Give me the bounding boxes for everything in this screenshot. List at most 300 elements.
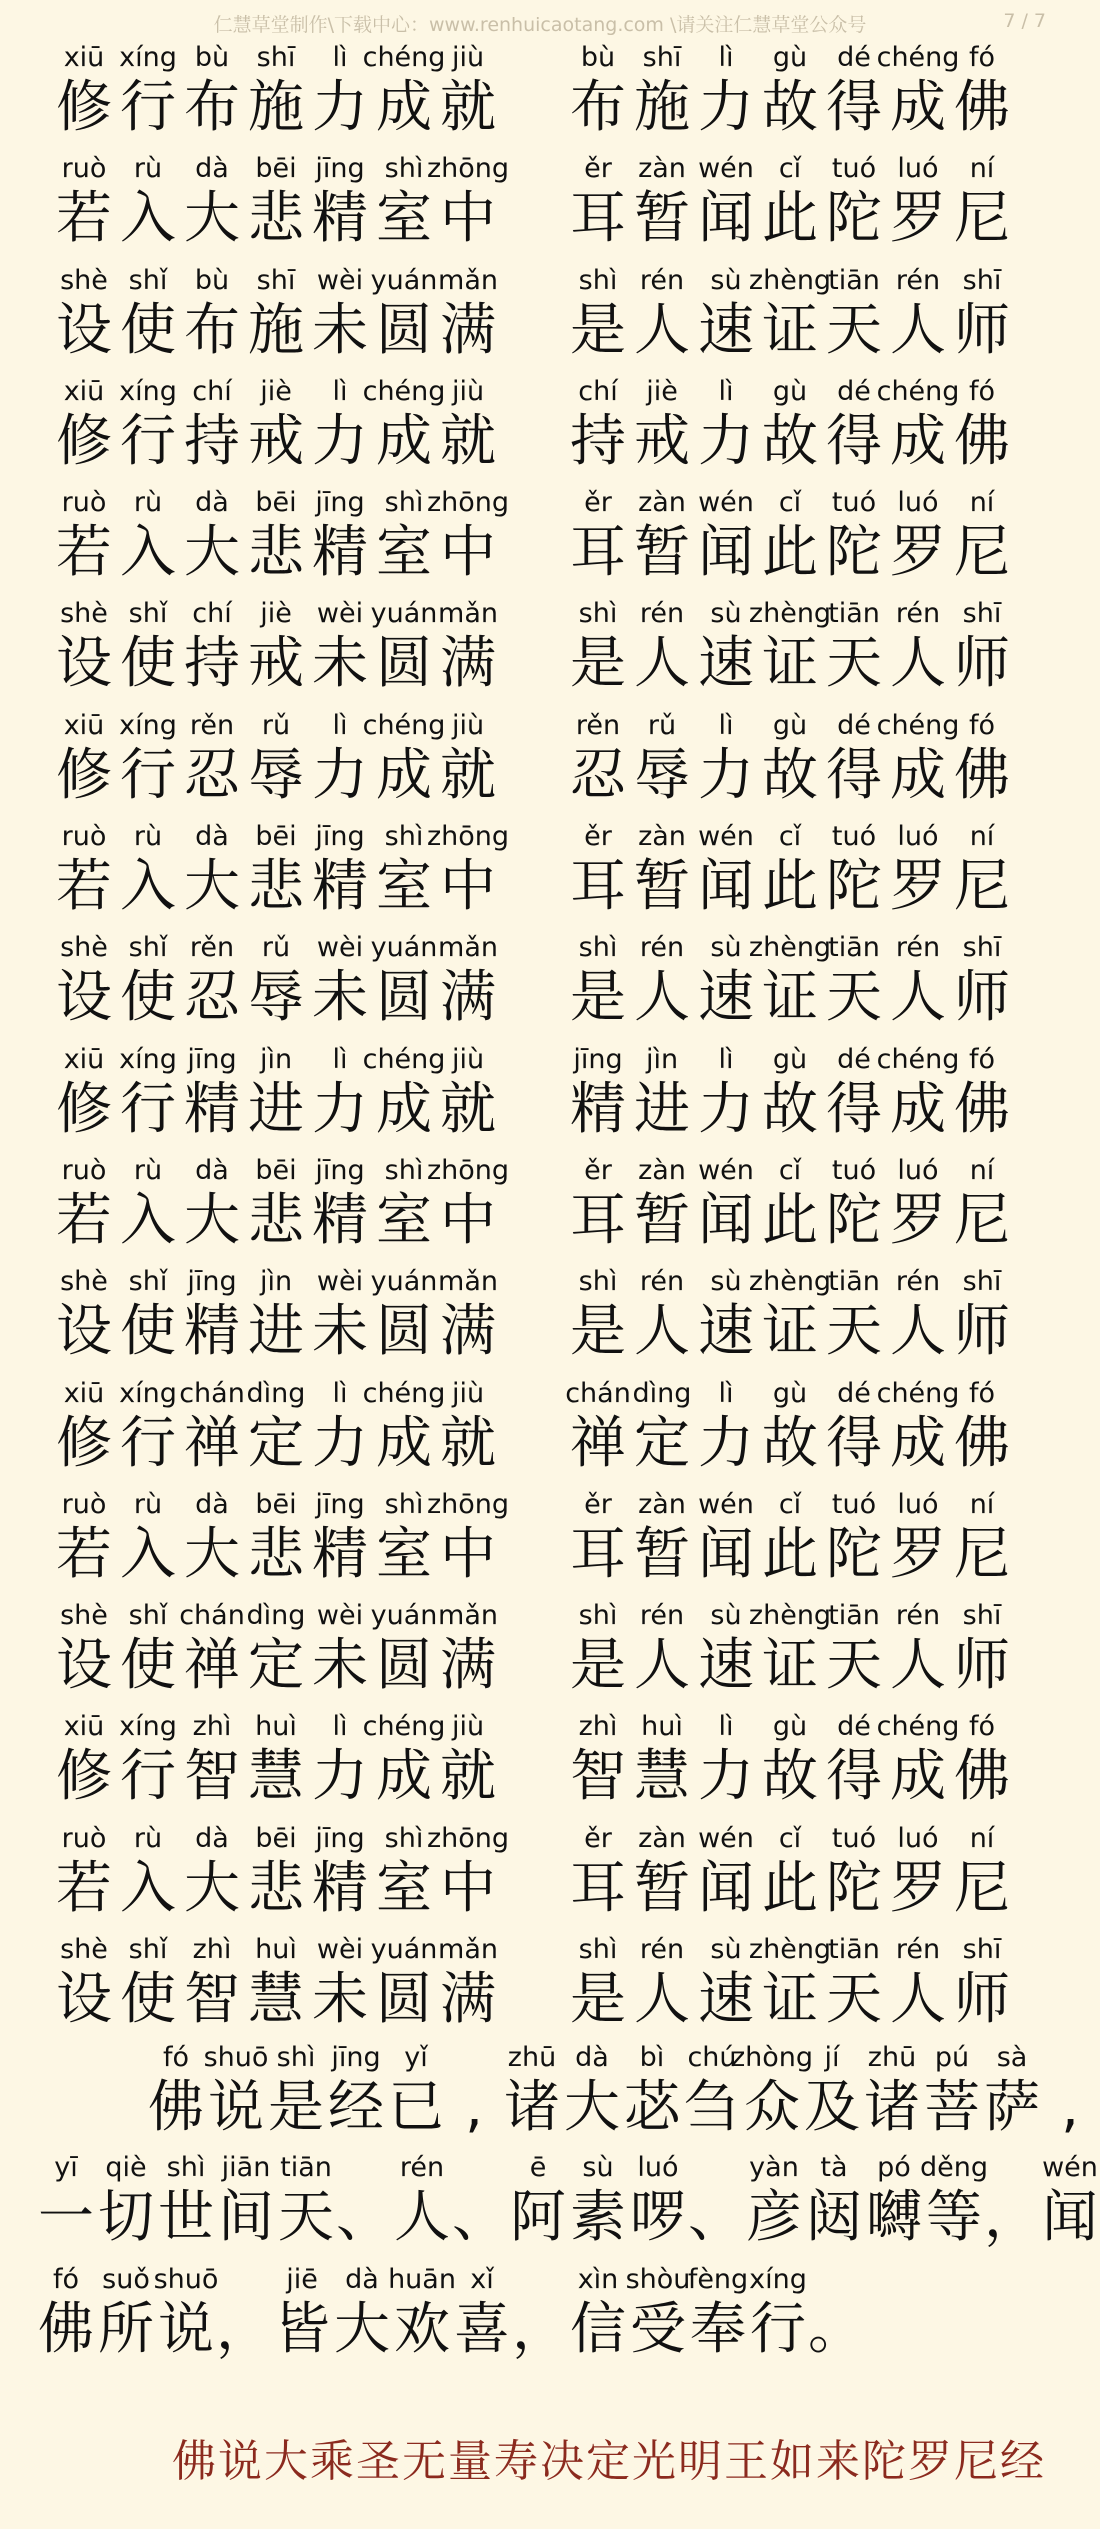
- hanzi: 尼: [954, 854, 1010, 920]
- pinyin: lì: [332, 1377, 348, 1409]
- hanzi: 若: [56, 186, 112, 252]
- hanzi: 。: [808, 2297, 864, 2362]
- ruby-char: [758, 40, 822, 140]
- hanzi: 耳: [570, 854, 626, 920]
- hanzi: 精: [312, 1855, 368, 1921]
- pinyin: zhèng: [748, 932, 832, 964]
- pinyin: [470, 2040, 479, 2076]
- ruby-char: [566, 1376, 630, 1476]
- pinyin: wén: [698, 487, 754, 519]
- pinyin: dé: [837, 1377, 871, 1409]
- pinyin: tiān: [828, 1266, 880, 1298]
- ruby-char: [116, 596, 180, 696]
- pinyin: ē: [529, 2152, 547, 2183]
- pinyin: ěr: [584, 821, 612, 853]
- hanzi: 入: [120, 1855, 176, 1921]
- hanzi: 力: [312, 75, 368, 140]
- ruby-char: [950, 40, 1014, 140]
- verse-left: [52, 485, 522, 585]
- pinyin: mǎn: [438, 1600, 498, 1632]
- pinyin: yuán: [370, 598, 438, 630]
- ruby-char: [52, 819, 116, 919]
- pinyin: zhèng: [748, 598, 832, 630]
- ruby-char: [630, 485, 694, 585]
- hanzi: 尼: [954, 1521, 1010, 1587]
- ruby-char: [822, 1932, 886, 2032]
- pinyin: rù: [133, 487, 163, 519]
- hanzi: 满: [440, 1633, 496, 1699]
- hanzi: 进: [634, 1076, 690, 1142]
- pinyin: chí: [192, 598, 232, 630]
- verse-right: [566, 1709, 1036, 1809]
- ruby-char: [622, 2040, 682, 2140]
- pinyin: jīng: [315, 1822, 365, 1854]
- pinyin: xíng: [119, 1711, 177, 1743]
- verse-left: [52, 151, 522, 251]
- ruby-char: [630, 1709, 694, 1809]
- ruby-char: [950, 1376, 1014, 1476]
- pinyin: wén: [698, 1488, 754, 1520]
- hanzi: 闻: [1042, 2185, 1098, 2250]
- pinyin: ěr: [584, 1154, 612, 1186]
- ruby-char: [566, 485, 630, 585]
- pinyin: xiū: [63, 375, 105, 407]
- ruby-char: [452, 2262, 512, 2362]
- pinyin: ěr: [584, 1822, 612, 1854]
- ruby-char: [362, 374, 446, 474]
- hanzi: 就: [440, 75, 496, 140]
- pinyin: zhōng: [426, 821, 510, 853]
- pinyin: chí: [192, 375, 232, 407]
- ruby-char: [52, 708, 116, 808]
- pinyin: gù: [772, 1377, 808, 1409]
- hanzi: 速: [698, 1967, 754, 2033]
- pinyin: bēi: [255, 153, 297, 185]
- pinyin: fó: [968, 1377, 996, 1409]
- pinyin: shè: [60, 1266, 108, 1298]
- hanzi: 室: [376, 186, 432, 252]
- verse-right: [566, 1487, 1036, 1587]
- ruby-char: [308, 151, 372, 251]
- ruby-char: [758, 1042, 822, 1142]
- hanzi: 慧: [634, 1744, 690, 1810]
- pinyin: chéng: [362, 1711, 446, 1743]
- verse-left: [52, 1376, 522, 1476]
- ruby-char: [116, 1264, 180, 1364]
- ruby-char: [920, 2150, 989, 2250]
- pinyin: zhū: [867, 2042, 917, 2073]
- pinyin: lì: [718, 1711, 734, 1743]
- pinyin: wén: [698, 1822, 754, 1854]
- hanzi: 彦: [746, 2185, 802, 2250]
- pinyin: tiān: [828, 932, 880, 964]
- hanzi: 戒: [634, 408, 690, 474]
- pinyin: zhì: [192, 1711, 232, 1743]
- pinyin: shì: [578, 932, 618, 964]
- hanzi: 人: [890, 631, 946, 697]
- pinyin: dà: [195, 821, 229, 853]
- ruby-char: [630, 819, 694, 919]
- pinyin: shī: [962, 1934, 1002, 1966]
- watermark-text: 仁慧草堂制作\下载中心：www.renhuicaotang.com \请关注仁慧草堂公众号: [213, 14, 867, 36]
- ruby-char: [950, 485, 1014, 585]
- pinyin: chéng: [876, 1711, 960, 1743]
- pinyin: shì: [384, 1488, 424, 1520]
- hanzi: 入: [120, 520, 176, 586]
- hanzi: 悲: [248, 854, 304, 920]
- pinyin: zàn: [638, 487, 686, 519]
- ruby-char: [822, 1821, 886, 1921]
- closing-line: [36, 2150, 1100, 2250]
- pinyin: yuán: [370, 1600, 438, 1632]
- ruby-char: [362, 1709, 446, 1810]
- pinyin: zhèng: [748, 1934, 832, 1966]
- hanzi: 就: [440, 1076, 496, 1142]
- pinyin: jīng: [315, 1154, 365, 1186]
- hanzi: 室: [376, 1855, 432, 1921]
- ruby-char: [446, 2040, 502, 2140]
- pinyin: jiù: [451, 1711, 485, 1743]
- hanzi: 悲: [248, 1855, 304, 1921]
- ruby-char: [822, 263, 886, 363]
- pinyin: ní: [969, 821, 995, 853]
- hanzi: 世: [158, 2185, 214, 2250]
- hanzi: 持: [184, 408, 240, 474]
- ruby-char: [758, 485, 822, 585]
- pinyin: xíng: [119, 1043, 177, 1075]
- pinyin: zhòng: [730, 2042, 814, 2073]
- pinyin: jiù: [451, 42, 485, 73]
- pinyin: zhèng: [748, 1600, 832, 1632]
- verse-left: [52, 1709, 522, 1809]
- pinyin: [832, 2262, 841, 2298]
- hanzi: 力: [698, 408, 754, 474]
- ruby-char: [116, 930, 180, 1030]
- ruby-char: [452, 2150, 508, 2250]
- pinyin: wèi: [316, 932, 364, 964]
- pinyin: fó: [968, 1711, 996, 1743]
- ruby-char: [950, 1264, 1014, 1364]
- ruby-char: [886, 1932, 950, 2032]
- hanzi: 满: [440, 631, 496, 697]
- pinyin: jí: [824, 2042, 840, 2073]
- ruby-char: [116, 1598, 180, 1698]
- ruby-char: [950, 1932, 1014, 2032]
- pinyin: ní: [969, 1822, 995, 1854]
- pinyin: jīng: [573, 1043, 623, 1075]
- hanzi: 设: [56, 1633, 112, 1699]
- pinyin: rěn: [575, 709, 621, 741]
- ruby-char: [566, 708, 630, 808]
- pinyin: jīng: [315, 1488, 365, 1520]
- ruby-char: [116, 1042, 180, 1142]
- pinyin: zhōng: [426, 153, 510, 185]
- ruby-char: [426, 1153, 510, 1253]
- pinyin: chán: [565, 1377, 631, 1409]
- ruby-char: [566, 1042, 630, 1142]
- ruby-char: [630, 151, 694, 251]
- hanzi: 行: [120, 1410, 176, 1476]
- ruby-char: [388, 2262, 456, 2362]
- pinyin: shī: [642, 42, 682, 73]
- ruby-char: [180, 263, 244, 363]
- pinyin: xiū: [63, 709, 105, 741]
- hanzi: 大: [184, 854, 240, 920]
- hanzi: 修: [56, 742, 112, 808]
- verse-right: [566, 1264, 1036, 1364]
- pinyin: dà: [575, 2042, 609, 2073]
- pinyin: huān: [388, 2264, 456, 2295]
- verse-left: [52, 40, 522, 140]
- hanzi: 满: [440, 965, 496, 1031]
- ruby-char: [1040, 2150, 1100, 2250]
- pinyin: shè: [60, 1600, 108, 1632]
- page-indicator: 7 / 7: [1003, 10, 1046, 32]
- hanzi: 刍: [684, 2075, 740, 2140]
- verse-row: [0, 1153, 1080, 1264]
- ruby-char: [822, 1153, 886, 1253]
- verse-left: [52, 1932, 522, 2032]
- pinyin: sù: [710, 264, 742, 296]
- hanzi: 佛: [148, 2075, 204, 2140]
- hanzi: 定: [248, 1410, 304, 1476]
- hanzi: 若: [56, 1855, 112, 1921]
- ruby-char: [308, 1932, 372, 2032]
- hanzi: 圆: [376, 1967, 432, 2033]
- pinyin: jiè: [260, 375, 292, 407]
- ruby-char: [244, 708, 308, 808]
- pinyin: rén: [895, 1600, 941, 1632]
- hanzi: 证: [762, 297, 818, 363]
- pinyin: ruò: [61, 1822, 107, 1854]
- pinyin: jiù: [451, 375, 485, 407]
- ruby-char: [52, 374, 116, 474]
- ruby-char: [116, 151, 180, 251]
- pinyin: shī: [962, 264, 1002, 296]
- verse-row: [0, 819, 1080, 930]
- hanzi: 成: [376, 1410, 432, 1476]
- ruby-char: [436, 1709, 500, 1809]
- pinyin: zhì: [578, 1711, 618, 1743]
- ruby-char: [52, 263, 116, 363]
- ruby-char: [308, 930, 372, 1030]
- hanzi: 人: [890, 1967, 946, 2033]
- ruby-char: [512, 2262, 568, 2362]
- verse-grid: [0, 40, 1080, 2043]
- ruby-char: [694, 1709, 758, 1809]
- hanzi: 设: [56, 631, 112, 697]
- hanzi: 故: [762, 742, 818, 808]
- pinyin: chéng: [876, 42, 960, 73]
- pinyin: bù: [580, 42, 616, 73]
- pinyin: rěn: [189, 932, 235, 964]
- pinyin: lì: [332, 709, 348, 741]
- pinyin: tuó: [831, 487, 877, 519]
- ruby-char: [822, 485, 886, 585]
- pinyin: ruò: [61, 1488, 107, 1520]
- ruby-char: [276, 2150, 336, 2250]
- pinyin: [240, 2262, 249, 2298]
- pinyin: shǐ: [128, 1600, 168, 1632]
- pinyin: shòu: [625, 2264, 691, 2295]
- hanzi: 是: [570, 1299, 626, 1365]
- hanzi: 大: [184, 186, 240, 252]
- hanzi: 慧: [248, 1967, 304, 2033]
- ruby-char: [426, 819, 510, 920]
- pinyin: jiē: [286, 2264, 318, 2295]
- hanzi: 经: [328, 2075, 384, 2140]
- ruby-char: [822, 1598, 886, 1698]
- pinyin: pú: [934, 2042, 970, 2073]
- hanzi: 耳: [570, 1521, 626, 1587]
- hanzi: 入: [120, 186, 176, 252]
- pinyin: sù: [582, 2152, 614, 2183]
- ruby-char: [886, 263, 950, 363]
- ruby-char: [694, 1042, 758, 1142]
- hanzi: 诸: [864, 2075, 920, 2140]
- pinyin: mǎn: [438, 1266, 498, 1298]
- hanzi: 中: [440, 520, 496, 586]
- pinyin: gù: [772, 42, 808, 73]
- ruby-char: [886, 151, 950, 251]
- pinyin: shì: [384, 1822, 424, 1854]
- pinyin: qiè: [105, 2152, 147, 2183]
- hanzi: 力: [312, 1410, 368, 1476]
- hanzi: 佛: [38, 2297, 94, 2362]
- ruby-char: [372, 1264, 436, 1364]
- pinyin: chú: [687, 2042, 737, 2073]
- pinyin: rén: [895, 1266, 941, 1298]
- ruby-char: [508, 2150, 568, 2250]
- pinyin: wén: [698, 1154, 754, 1186]
- ruby-char: [244, 40, 308, 140]
- pinyin: dà: [195, 1154, 229, 1186]
- ruby-char: [876, 1709, 960, 1810]
- ruby-char: [244, 1709, 308, 1809]
- ruby-char: [886, 1598, 950, 1698]
- hanzi: 是: [570, 965, 626, 1031]
- hanzi: ,: [1061, 2075, 1079, 2140]
- hanzi: 人: [634, 1299, 690, 1365]
- pinyin: xìn: [577, 2264, 619, 2295]
- hanzi: 师: [954, 631, 1010, 697]
- hanzi: 佛: [954, 408, 1010, 474]
- pinyin: zhì: [192, 1934, 232, 1966]
- pinyin: tiān: [828, 598, 880, 630]
- verse-right: [566, 1821, 1036, 1921]
- ruby-char: [566, 1821, 630, 1921]
- hanzi: 精: [312, 1187, 368, 1253]
- hanzi: 闻: [698, 854, 754, 920]
- hanzi: 修: [56, 1076, 112, 1142]
- pinyin: sù: [710, 1934, 742, 1966]
- pinyin: jiè: [260, 598, 292, 630]
- pinyin: yī: [54, 2152, 78, 2183]
- verse-left: [52, 819, 522, 919]
- ruby-char: [876, 40, 960, 140]
- pinyin: dé: [837, 709, 871, 741]
- pinyin: luó: [897, 821, 939, 853]
- hanzi: 未: [312, 1967, 368, 2033]
- hanzi: 室: [376, 1521, 432, 1587]
- ruby-char: [758, 151, 822, 251]
- ruby-char: [630, 930, 694, 1030]
- hanzi: 切: [98, 2185, 154, 2250]
- hanzi: 设: [56, 1299, 112, 1365]
- verse-right: [566, 263, 1036, 363]
- ruby-char: [566, 263, 630, 363]
- ruby-char: [758, 1709, 822, 1809]
- verse-row: [0, 930, 1080, 1041]
- pinyin: dà: [195, 153, 229, 185]
- ruby-char: [566, 596, 630, 696]
- ruby-char: [426, 151, 510, 252]
- hanzi: 若: [56, 1521, 112, 1587]
- ruby-char: [744, 2150, 804, 2250]
- hanzi: 圆: [376, 297, 432, 363]
- pinyin: yuán: [370, 264, 438, 296]
- ruby-char: [52, 1932, 116, 2032]
- pinyin: jìn: [645, 1043, 679, 1075]
- hanzi: 陀: [826, 1187, 882, 1253]
- hanzi: 未: [312, 965, 368, 1031]
- pinyin: jīng: [315, 153, 365, 185]
- pinyin: bù: [194, 264, 230, 296]
- hanzi: 悲: [248, 1521, 304, 1587]
- ruby-char: [216, 2150, 276, 2250]
- pinyin: lì: [332, 42, 348, 73]
- hanzi: 闻: [698, 520, 754, 586]
- sutra-title: 佛说大乘圣无量寿决定光明王如来陀罗尼经: [172, 2436, 1046, 2487]
- ruby-char: [244, 151, 308, 251]
- pinyin: shǐ: [128, 598, 168, 630]
- hanzi: 成: [376, 1744, 432, 1810]
- ruby-char: [758, 374, 822, 474]
- hanzi: 修: [56, 75, 112, 140]
- hanzi: 就: [440, 1744, 496, 1810]
- ruby-char: [566, 1709, 630, 1809]
- ruby-char: [244, 1042, 308, 1142]
- watermark-header: [0, 0, 1080, 44]
- pinyin: [1066, 2040, 1075, 2076]
- ruby-char: [362, 1042, 446, 1142]
- ruby-char: [950, 1042, 1014, 1142]
- ruby-char: [52, 1042, 116, 1142]
- pinyin: rù: [133, 1154, 163, 1186]
- pinyin: tà: [820, 2152, 848, 2183]
- pinyin: dà: [195, 1488, 229, 1520]
- ruby-char: [180, 1487, 244, 1587]
- verse-row: [0, 1487, 1080, 1598]
- ruby-char: [244, 930, 308, 1030]
- ruby-char: [436, 1598, 500, 1698]
- hanzi: 得: [826, 742, 882, 808]
- hanzi: 成: [890, 1076, 946, 1142]
- pinyin: luó: [897, 153, 939, 185]
- hanzi: 忍: [184, 742, 240, 808]
- pinyin: chéng: [876, 1043, 960, 1075]
- hanzi: 、: [452, 2185, 508, 2250]
- ruby-char: [436, 374, 500, 474]
- hanzi: 受: [630, 2297, 686, 2362]
- ruby-char: [426, 1821, 510, 1921]
- pinyin: ní: [969, 487, 995, 519]
- pinyin: ní: [969, 1488, 995, 1520]
- ruby-char: [308, 1821, 372, 1921]
- hanzi: 暂: [634, 854, 690, 920]
- pinyin: shì: [166, 2152, 206, 2183]
- verse-left: [52, 596, 522, 696]
